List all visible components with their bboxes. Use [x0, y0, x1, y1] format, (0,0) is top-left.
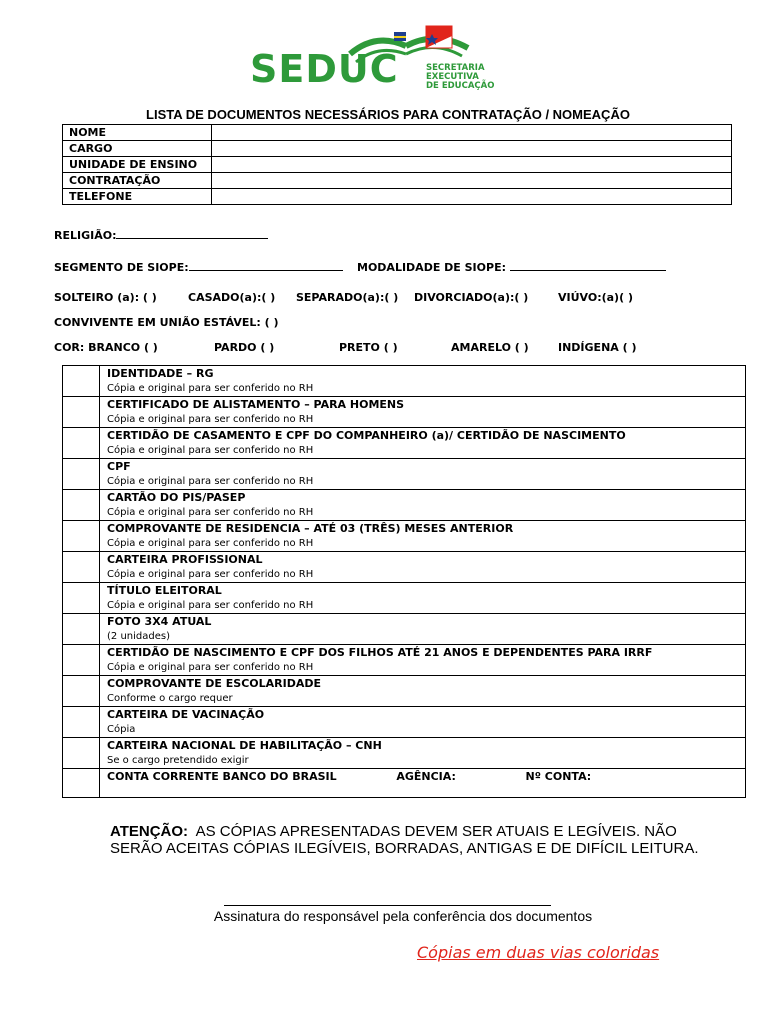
- checkbox-cell[interactable]: [63, 614, 100, 645]
- race-black-option[interactable]: PRETO ( ): [339, 341, 398, 354]
- logo-wordmark: SEDUC: [250, 47, 399, 91]
- field-label: CARGO: [63, 141, 212, 157]
- attention-text: AS CÓPIAS APRESENTADAS DEVEM SER ATUAIS E LEGÍVEIS. NÃO SERÃO ACEITAS CÓPIAS ILEGÍVEIS, BORRADAS, ANTIGAS E DE DIFÍCIL LEITURA.: [110, 823, 699, 857]
- bank-account-row: [63, 769, 746, 798]
- checkbox-cell[interactable]: [63, 366, 100, 397]
- field-label: UNIDADE DE ENSINO: [63, 157, 212, 173]
- bank-agency-label: AGÊNCIA:: [396, 770, 456, 783]
- document-title: COMPROVANTE DE RESIDENCIA – ATÉ 03 (TRÊS) MESES ANTERIOR: [107, 522, 514, 535]
- document-title: COMPROVANTE DE ESCOLARIDADE: [107, 677, 322, 690]
- religion-label: RELIGIÃO:: [54, 229, 117, 242]
- field-label: TELEFONE: [63, 189, 212, 205]
- document-note: Cópia e original para ser conferido no RH: [107, 476, 314, 487]
- bank-account-label: CONTA CORRENTE BANCO DO BRASIL: [107, 770, 337, 783]
- checkbox-cell[interactable]: [63, 645, 100, 676]
- checkbox-cell[interactable]: [63, 459, 100, 490]
- table-row: [63, 614, 746, 645]
- name-value-cell[interactable]: [212, 125, 732, 141]
- hiring-value-cell[interactable]: [212, 173, 732, 189]
- field-label: NOME: [63, 125, 212, 141]
- document-title: CERTIDÃO DE NASCIMENTO E CPF DOS FILHOS ATÉ 21 ANOS E DEPENDENTES PARA IRRF: [107, 646, 653, 659]
- copies-note: Cópias em duas vias coloridas: [417, 943, 660, 962]
- table-row: [63, 583, 746, 614]
- document-note: Se o cargo pretendido exigir: [107, 755, 249, 766]
- marital-single-option[interactable]: SOLTEIRO (a): ( ): [54, 291, 157, 304]
- document-note: (2 unidades): [107, 631, 170, 642]
- document-cell: [100, 459, 746, 490]
- table-row: [63, 459, 746, 490]
- race-indigenous-option[interactable]: INDÍGENA ( ): [558, 341, 637, 354]
- document-note: Cópia e original para ser conferido no RH: [107, 662, 314, 673]
- document-title: CARTÃO DO PIS/PASEP: [107, 491, 246, 504]
- signature-label: Assinatura do responsável pela conferência dos documentos: [213, 908, 593, 924]
- checkbox-cell[interactable]: [63, 707, 100, 738]
- phone-value-cell[interactable]: [212, 189, 732, 205]
- seduc-logo: [246, 22, 508, 92]
- race-white-option[interactable]: COR: BRANCO ( ): [54, 341, 158, 354]
- document-note: Conforme o cargo requer: [107, 693, 233, 704]
- document-cell: [100, 707, 746, 738]
- personal-info-table: [62, 124, 732, 205]
- checkbox-cell[interactable]: [63, 738, 100, 769]
- document-title: CARTEIRA PROFISSIONAL: [107, 553, 263, 566]
- document-note: Cópia e original para ser conferido no RH: [107, 445, 314, 456]
- table-row: [63, 173, 732, 189]
- logo-subtitle-line: DE EDUCAÇÃO: [426, 81, 495, 91]
- checkbox-cell[interactable]: [63, 397, 100, 428]
- documents-checklist-table: [62, 365, 746, 798]
- document-title: IDENTIDADE – RG: [107, 367, 214, 380]
- document-title: FOTO 3X4 ATUAL: [107, 615, 212, 628]
- table-row: [63, 125, 732, 141]
- logo-subtitle-line: SECRETARIA: [426, 63, 485, 73]
- checkbox-cell[interactable]: [63, 552, 100, 583]
- checkbox-cell[interactable]: [63, 428, 100, 459]
- school-unit-value-cell[interactable]: [212, 157, 732, 173]
- document-note: Cópia e original para ser conferido no RH: [107, 383, 314, 394]
- signature-line[interactable]: [224, 905, 551, 906]
- table-row: [63, 676, 746, 707]
- document-title: CARTEIRA DE VACINAÇÃO: [107, 708, 265, 721]
- checkbox-cell[interactable]: [63, 769, 100, 798]
- table-row: [63, 707, 746, 738]
- document-cell: [100, 490, 746, 521]
- table-row: [63, 397, 746, 428]
- religion-field: [54, 227, 268, 242]
- table-row: [63, 490, 746, 521]
- document-note: Cópia e original para ser conferido no RH: [107, 569, 314, 580]
- document-cell: [100, 583, 746, 614]
- siope-mode-blank-line[interactable]: [510, 259, 666, 271]
- document-title: TÍTULO ELEITORAL: [107, 584, 222, 597]
- field-label: CONTRATAÇÃO: [63, 173, 212, 189]
- cargo-value-cell[interactable]: [212, 141, 732, 157]
- document-note: Cópia e original para ser conferido no RH: [107, 600, 314, 611]
- table-row: [63, 189, 732, 205]
- document-title: CERTIDÃO DE CASAMENTO E CPF DO COMPANHEIRO (a)/ CERTIDÃO DE NASCIMENTO: [107, 429, 626, 442]
- document-title: CARTEIRA NACIONAL DE HABILITAÇÃO – CNH: [107, 739, 382, 752]
- document-cell: [100, 676, 746, 707]
- table-row: [63, 366, 746, 397]
- document-cell: [100, 366, 746, 397]
- race-yellow-option[interactable]: AMARELO ( ): [451, 341, 529, 354]
- table-row: [63, 141, 732, 157]
- document-note: Cópia: [107, 724, 136, 735]
- marital-married-option[interactable]: CASADO(a):( ): [188, 291, 276, 304]
- attention-label: ATENÇÃO:: [110, 823, 189, 840]
- checkbox-cell[interactable]: [63, 521, 100, 552]
- checkbox-cell[interactable]: [63, 583, 100, 614]
- siope-segment-field: [54, 259, 343, 274]
- document-title: CERTIFICADO DE ALISTAMENTO – PARA HOMENS: [107, 398, 405, 411]
- document-title: LISTA DE DOCUMENTOS NECESSÁRIOS PARA CONTRATAÇÃO / NOMEAÇÃO: [146, 107, 630, 122]
- siope-mode-label: MODALIDADE DE SIOPE:: [357, 261, 510, 274]
- document-cell: [100, 552, 746, 583]
- document-title: CPF: [107, 460, 131, 473]
- race-brown-option[interactable]: PARDO ( ): [214, 341, 275, 354]
- table-row: [63, 738, 746, 769]
- document-note: Cópia e original para ser conferido no RH: [107, 507, 314, 518]
- document-cell: [100, 397, 746, 428]
- marital-separated-option[interactable]: SEPARADO(a):( ): [296, 291, 399, 304]
- document-cell: [100, 738, 746, 769]
- table-row: [63, 428, 746, 459]
- checkbox-cell[interactable]: [63, 490, 100, 521]
- marital-divorced-option[interactable]: DIVORCIADO(a):( ): [414, 291, 529, 304]
- stable-union-option[interactable]: CONVIVENTE EM UNIÃO ESTÁVEL: ( ): [54, 316, 279, 329]
- siope-segment-label: SEGMENTO DE SIOPE:: [54, 261, 189, 274]
- siope-segment-blank-line[interactable]: [189, 259, 343, 271]
- bank-account-line: [107, 769, 745, 784]
- siope-mode-field: [357, 259, 666, 274]
- marital-widowed-option[interactable]: VIÚVO:(a)( ): [558, 291, 633, 304]
- checkbox-cell[interactable]: [63, 676, 100, 707]
- religion-blank-line[interactable]: [116, 227, 268, 239]
- document-cell: [100, 521, 746, 552]
- table-row: [63, 552, 746, 583]
- document-cell: [100, 614, 746, 645]
- bank-account-cell: [100, 769, 746, 798]
- table-row: [63, 521, 746, 552]
- table-row: [63, 645, 746, 676]
- bank-number-label: Nº CONTA:: [525, 770, 592, 783]
- logo-subtitle: [426, 64, 494, 91]
- logo-subtitle-line: EXECUTIVA: [426, 72, 479, 82]
- document-cell: [100, 428, 746, 459]
- document-cell: [100, 645, 746, 676]
- table-row: [63, 157, 732, 173]
- document-note: Cópia e original para ser conferido no RH: [107, 538, 314, 549]
- attention-notice: [110, 823, 710, 857]
- document-note: Cópia e original para ser conferido no RH: [107, 414, 314, 425]
